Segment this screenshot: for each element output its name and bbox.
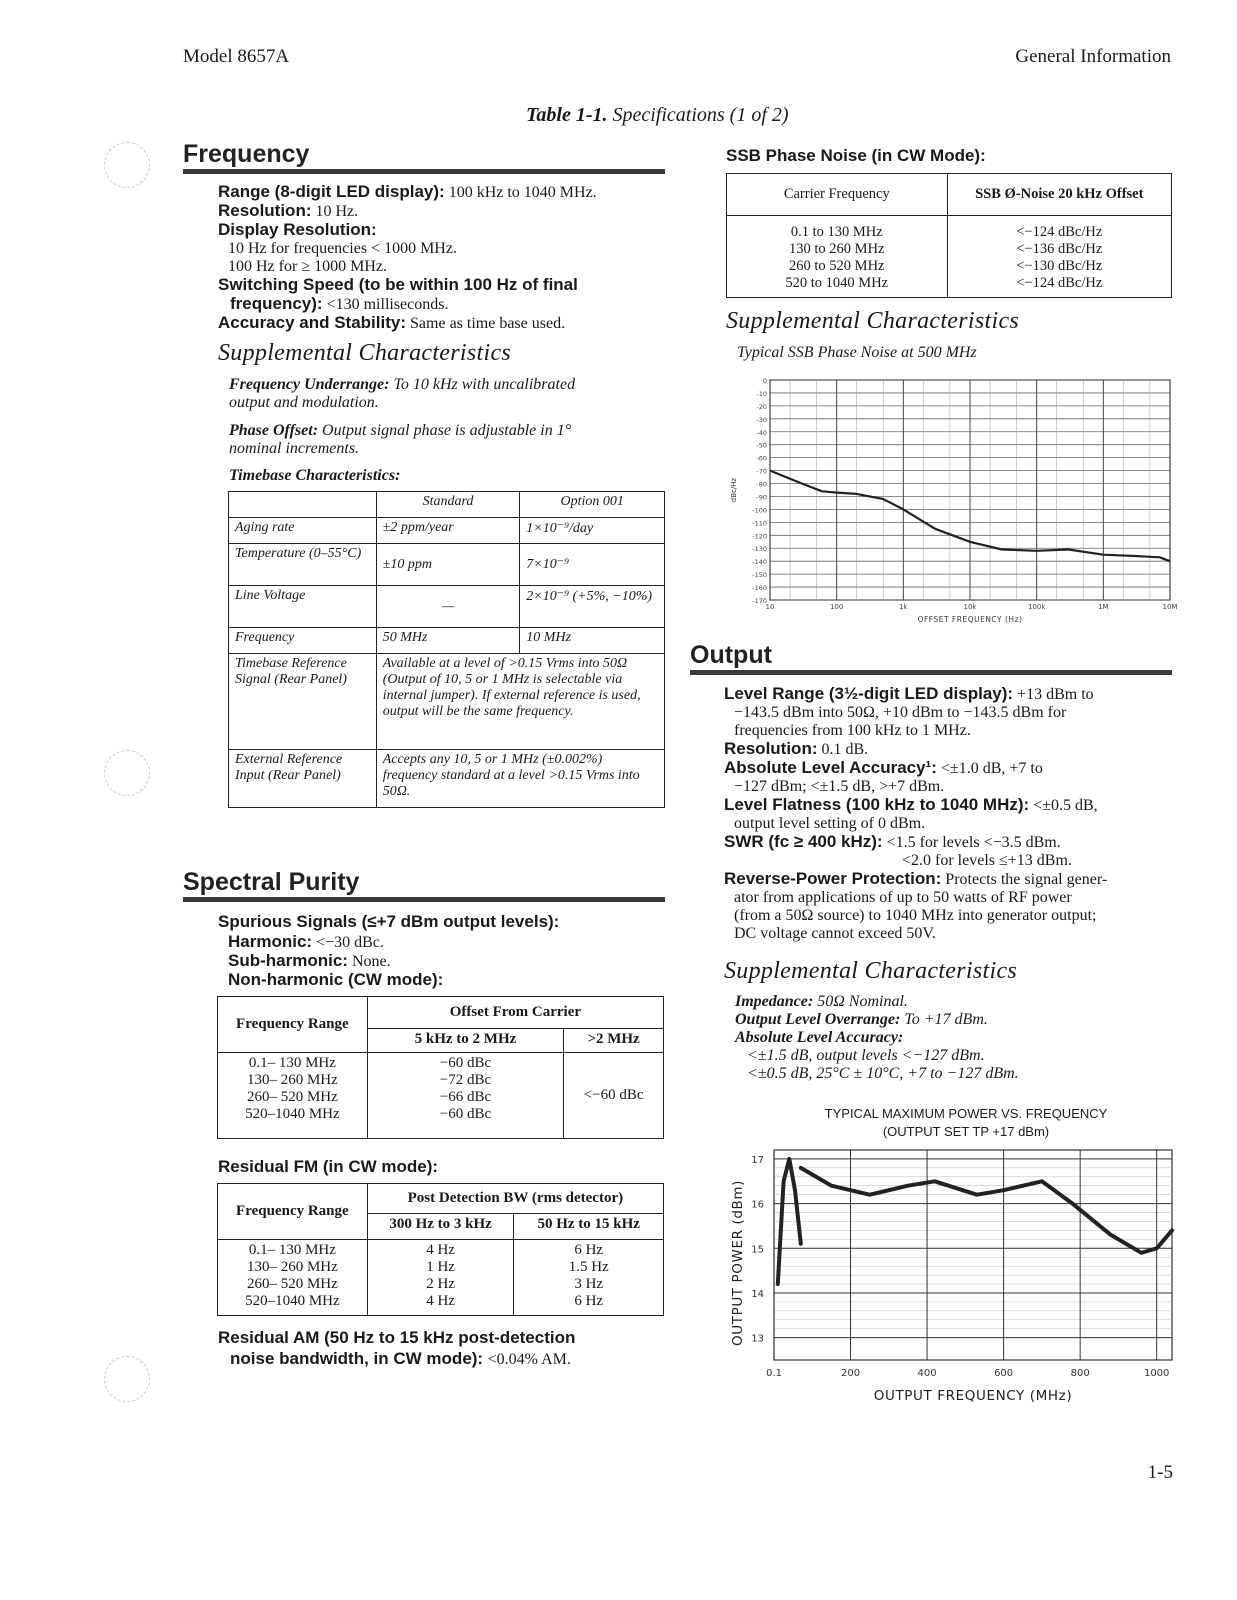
ssb-value: <−136 dBc/Hz	[1016, 241, 1103, 257]
x-tick-label: 1000	[1143, 1368, 1170, 1379]
level-range-2: −143.5 dBm into 50Ω, +10 dBm to −143.5 dBm for	[734, 704, 1067, 721]
y-tick-label: -100	[752, 506, 767, 515]
x-tick-label: 10M	[1162, 603, 1178, 611]
tb-row-label: Aging rate	[229, 518, 377, 544]
x-tick-label: 10	[765, 603, 775, 611]
tb-header-blank	[229, 492, 377, 518]
output-specs	[724, 685, 1184, 943]
resolution-value: 10 Hz.	[315, 203, 359, 220]
header-model: Model 8657A	[183, 46, 290, 67]
x-axis-label: OFFSET FREQUENCY (Hz)	[917, 615, 1023, 624]
fm-ranges	[218, 1240, 368, 1316]
nh-range: 130– 260 MHz	[246, 1072, 338, 1088]
timebase-label: Timebase Characteristics:	[229, 467, 401, 484]
nh-value: −72 dBc	[439, 1072, 492, 1088]
tb-row-option: 2×10⁻⁹ (+5%, −10%)	[520, 586, 665, 628]
page-number: 1-5	[1147, 1462, 1173, 1483]
out-resolution-label: Resolution:	[724, 739, 818, 758]
fm-value: 1.5 Hz	[568, 1259, 609, 1275]
tb-row-label: Line Voltage	[229, 586, 377, 628]
fm-value: 6 Hz	[574, 1242, 604, 1258]
table-caption-text: Specifications (1 of 2)	[612, 104, 789, 126]
tb-ref-signal-label: Timebase Reference Signal (Rear Panel)	[229, 654, 377, 750]
phase-noise-chart	[728, 372, 1178, 634]
fm-range: 130– 260 MHz	[246, 1259, 338, 1275]
spurious-specs	[218, 910, 678, 990]
y-tick-label: -90	[756, 493, 767, 502]
ssb-title: SSB Phase Noise (in CW Mode):	[726, 146, 986, 165]
fm-range: 0.1– 130 MHz	[248, 1242, 336, 1258]
ssb-chart-caption: Typical SSB Phase Noise at 500 MHz	[737, 344, 977, 361]
residual-am-value: <0.04% AM.	[487, 1351, 571, 1368]
impedance-value: 50Ω Nominal.	[817, 993, 908, 1010]
y-tick-label: -110	[752, 519, 767, 528]
switching-value: <130 milliseconds.	[326, 296, 449, 313]
y-tick-label: -140	[752, 558, 767, 567]
power-chart-title-1: TYPICAL MAXIMUM POWER VS. FREQUENCY	[824, 1106, 1108, 1121]
underrange	[229, 376, 669, 412]
nh-value: −66 dBc	[439, 1089, 492, 1105]
reverse-power-label: Reverse-Power Protection:	[724, 869, 942, 888]
tb-header-option: Option 001	[520, 492, 665, 518]
swr-2: <2.0 for levels ≤+13 dBm.	[902, 852, 1072, 869]
range-label: Range (8-digit LED display):	[218, 182, 445, 201]
output-title: Output	[690, 641, 772, 669]
subharmonic-label: Sub-harmonic:	[228, 951, 348, 970]
nh-range: 260– 520 MHz	[246, 1089, 338, 1105]
harmonic-label: Harmonic:	[228, 932, 313, 951]
x-tick-label: 1k	[899, 603, 908, 611]
phase-text-2: nominal increments.	[229, 440, 360, 457]
ssb-supplemental-title: Supplemental Characteristics	[726, 308, 1020, 334]
tb-row-label: Temperature (0–55°C)	[229, 544, 377, 586]
y-tick-label: -150	[752, 571, 767, 580]
residual-fm-label-wrap	[218, 1157, 438, 1176]
ssb-value: <−130 dBc/Hz	[1016, 258, 1103, 274]
y-tick-label: 15	[751, 1244, 764, 1256]
range-value: 100 kHz to 1040 MHz.	[448, 184, 597, 201]
ssb-range: 130 to 260 MHz	[789, 241, 885, 257]
switching-label-1: Switching Speed (to be within 100 Hz of final	[218, 275, 578, 294]
x-tick-label: 200	[840, 1368, 861, 1379]
flatness-2: output level setting of 0 dBm.	[734, 815, 926, 832]
tb-row-option: 1×10⁻⁹/day	[520, 518, 665, 544]
nh-range: 520–1040 MHz	[245, 1106, 340, 1122]
abs-acc-supp-2: <±0.5 dB, 25°C ± 10°C, +7 to −127 dBm.	[747, 1065, 1019, 1082]
y-tick-label: -160	[752, 584, 767, 593]
level-range-label: Level Range (3½-digit LED display):	[724, 684, 1014, 703]
residual-am	[218, 1327, 678, 1370]
x-tick-label: 100k	[1027, 603, 1046, 611]
y-tick-label: 17	[751, 1154, 764, 1166]
ssb-value: <−124 dBc/Hz	[1016, 224, 1103, 240]
fm-col-bw-2: 50 Hz to 15 kHz	[514, 1214, 664, 1240]
y-axis-label: OUTPUT POWER (dBm)	[730, 1180, 746, 1346]
frequency-rule	[183, 169, 665, 174]
tb-row-label: Frequency	[229, 628, 377, 654]
y-tick-label: 14	[751, 1288, 764, 1300]
ssb-col-carrier: Carrier Frequency	[727, 174, 948, 216]
accuracy-value: Same as time base used.	[410, 315, 566, 332]
ssb-ranges	[727, 216, 948, 298]
fm-value: 1 Hz	[426, 1259, 455, 1275]
underrange-text-2: output and modulation.	[229, 394, 379, 411]
phase-text-1: Output signal phase is adjustable in 1°	[322, 422, 572, 439]
abs-acc-supp-1: <±1.5 dB, output levels <−127 dBm.	[747, 1047, 985, 1064]
fm-value: 6 Hz	[574, 1293, 604, 1309]
tb-row-option: 7×10⁻⁹	[520, 544, 665, 586]
reverse-power-3: (from a 50Ω source) to 1040 MHz into generator output;	[734, 907, 1097, 924]
ssb-range: 0.1 to 130 MHz	[790, 224, 883, 240]
switching-label-2: frequency):	[230, 294, 323, 313]
impedance-label: Impedance:	[735, 993, 814, 1010]
fm-value: 4 Hz	[426, 1242, 455, 1258]
ssb-col-noise: SSB Ø-Noise 20 kHz Offset	[947, 174, 1171, 216]
output-rule	[690, 670, 1172, 675]
phase-label: Phase Offset:	[229, 422, 319, 439]
fm-range: 520–1040 MHz	[245, 1293, 340, 1309]
tb-ref-signal-text: Available at a level of >0.15 Vrms into 50Ω (Output of 10, 5 or 1 MHz is selectable via internal jumper). If external reference is used, output will be the same frequency.	[376, 654, 664, 750]
residual-fm-label: Residual FM (in CW mode):	[218, 1157, 439, 1176]
abs-accuracy-2: −127 dBm; <±1.5 dB, >+7 dBm.	[734, 778, 945, 795]
nh-group-header: Offset From Carrier	[367, 997, 663, 1029]
flatness-1: <±0.5 dB,	[1033, 797, 1098, 814]
x-tick-label: 10k	[963, 603, 977, 611]
fm-values-1	[367, 1240, 514, 1316]
x-tick-label: 0.1	[766, 1368, 782, 1379]
tb-ext-ref-text: Accepts any 10, 5 or 1 MHz (±0.002%) frequency standard at a level >0.15 Vrms into 50Ω.	[376, 750, 664, 808]
fm-range: 260– 520 MHz	[246, 1276, 338, 1292]
nh-range: 0.1– 130 MHz	[248, 1055, 336, 1071]
display-resolution-label: Display Resolution:	[218, 220, 377, 239]
nh-over-2mhz: <−60 dBc	[564, 1053, 664, 1139]
nonharmonic-label: Non-harmonic (CW mode):	[228, 970, 444, 989]
ssb-range: 260 to 520 MHz	[789, 258, 885, 274]
residual-am-label-2: noise bandwidth, in CW mode):	[230, 1349, 484, 1368]
underrange-text-1: To 10 kHz with uncalibrated	[393, 376, 576, 393]
reverse-power-1: Protects the signal gener-	[945, 871, 1108, 888]
nh-col-range: Frequency Range	[218, 997, 368, 1053]
y-tick-label: 13	[751, 1333, 764, 1345]
resolution-label: Resolution:	[218, 201, 312, 220]
nh-col-offset-1: 5 kHz to 2 MHz	[367, 1029, 563, 1053]
nonharmonic-table	[217, 996, 664, 1139]
x-axis-label: OUTPUT FREQUENCY (MHz)	[873, 1388, 1073, 1404]
reverse-power-4: DC voltage cannot exceed 50V.	[734, 925, 936, 942]
fm-value: 4 Hz	[426, 1293, 455, 1309]
y-tick-label: -30	[756, 415, 767, 424]
x-tick-label: 1M	[1098, 603, 1109, 611]
overrange-value: To +17 dBm.	[904, 1011, 988, 1028]
tb-row-standard: ±2 ppm/year	[376, 518, 520, 544]
reverse-power-2: ator from applications of up to 50 watts of RF power	[734, 889, 1072, 906]
power-chart-title	[726, 1105, 1206, 1141]
overrange-label: Output Level Overrange:	[735, 1011, 901, 1028]
nh-col-offset-2: >2 MHz	[564, 1029, 664, 1053]
fm-col-range: Frequency Range	[218, 1184, 368, 1240]
ssb-title-wrap	[726, 146, 986, 165]
x-tick-label: 400	[917, 1368, 937, 1379]
frequency-supplemental-title: Supplemental Characteristics	[218, 340, 512, 366]
y-tick-label: -120	[752, 532, 767, 541]
hole-punch-middle	[104, 750, 150, 796]
power-chart-title-2: (OUTPUT SET TP +17 dBm)	[882, 1124, 1050, 1139]
tb-row-standard: ±10 ppm	[376, 544, 520, 586]
out-resolution-value: 0.1 dB.	[821, 741, 869, 758]
y-tick-label: -130	[752, 545, 767, 554]
harmonic-value: <−30 dBc.	[316, 934, 384, 951]
abs-acc-supp-label: Absolute Level Accuracy:	[735, 1029, 904, 1046]
swr-label: SWR (fc ≥ 400 kHz):	[724, 832, 883, 851]
nh-ranges	[218, 1053, 368, 1139]
phase-offset	[229, 422, 669, 458]
ssb-range: 520 to 1040 MHz	[785, 275, 889, 291]
y-tick-label: -60	[756, 454, 767, 463]
frequency-specs	[218, 183, 678, 333]
hole-punch-bottom	[104, 1356, 150, 1402]
output-supplemental-title: Supplemental Characteristics	[724, 958, 1018, 984]
residual-fm-table	[217, 1183, 664, 1316]
power-chart	[726, 1145, 1186, 1410]
y-tick-label: -50	[756, 441, 767, 450]
x-tick-label: 600	[994, 1368, 1014, 1379]
x-tick-label: 100	[829, 603, 844, 611]
y-tick-label: -10	[756, 389, 767, 398]
nh-value: −60 dBc	[439, 1106, 492, 1122]
y-tick-label: -70	[756, 467, 767, 476]
swr-1: <1.5 for levels <−3.5 dBm.	[886, 834, 1061, 851]
tb-row-standard: —	[376, 586, 520, 628]
fm-value: 3 Hz	[574, 1276, 604, 1292]
timebase-table	[228, 491, 665, 808]
ssb-table	[726, 173, 1172, 298]
spurious-label: Spurious Signals (≤+7 dBm output levels):	[218, 912, 560, 931]
subharmonic-value: None.	[351, 953, 391, 970]
tb-row-option: 10 MHz	[520, 628, 665, 654]
x-tick-label: 800	[1070, 1368, 1090, 1379]
nh-value: −60 dBc	[439, 1055, 492, 1071]
y-tick-label: -40	[756, 428, 767, 437]
tb-header-standard: Standard	[376, 492, 520, 518]
level-range-3: frequencies from 100 kHz to 1 MHz.	[734, 722, 971, 739]
table-caption-label: Table 1-1.	[526, 104, 608, 126]
level-range-1: +13 dBm to	[1017, 686, 1094, 703]
series-line	[801, 1168, 1172, 1253]
output-supplemental	[735, 993, 1175, 1083]
y-tick-label: -170	[752, 597, 767, 605]
display-res-line-1: 10 Hz for frequencies < 1000 MHz.	[228, 240, 457, 257]
tb-row-standard: 50 MHz	[376, 628, 520, 654]
accuracy-label: Accuracy and Stability:	[218, 313, 407, 332]
fm-group-header: Post Detection BW (rms detector)	[367, 1184, 663, 1214]
residual-am-label-1: Residual AM (50 Hz to 15 kHz post-detection	[218, 1328, 576, 1347]
spectral-rule	[183, 897, 665, 902]
y-tick-label: -20	[756, 402, 767, 411]
frequency-title: Frequency	[183, 140, 310, 168]
table-caption	[526, 104, 789, 127]
fm-col-bw-1: 300 Hz to 3 kHz	[367, 1214, 514, 1240]
tb-ext-ref-label: External Reference Input (Rear Panel)	[229, 750, 377, 808]
hole-punch-top	[104, 142, 150, 188]
fm-value: 2 Hz	[426, 1276, 455, 1292]
underrange-label: Frequency Underrange:	[229, 376, 390, 393]
fm-values-2	[514, 1240, 664, 1316]
abs-accuracy-1: <±1.0 dB, +7 to	[940, 760, 1043, 777]
ssb-value: <−124 dBc/Hz	[1016, 275, 1103, 291]
display-res-line-2: 100 Hz for ≥ 1000 MHz.	[228, 258, 387, 275]
abs-accuracy-label: Absolute Level Accuracy¹:	[724, 758, 937, 777]
y-tick-label: 0	[762, 377, 767, 385]
y-tick-label: -80	[756, 480, 767, 489]
y-tick-label: 16	[751, 1199, 764, 1211]
spectral-title: Spectral Purity	[183, 868, 360, 896]
nh-values	[367, 1053, 563, 1139]
flatness-label: Level Flatness (100 kHz to 1040 MHz):	[724, 795, 1030, 814]
header-section: General Information	[1015, 46, 1171, 67]
y-axis-label: dBc/Hz	[730, 477, 738, 503]
ssb-values	[947, 216, 1171, 298]
